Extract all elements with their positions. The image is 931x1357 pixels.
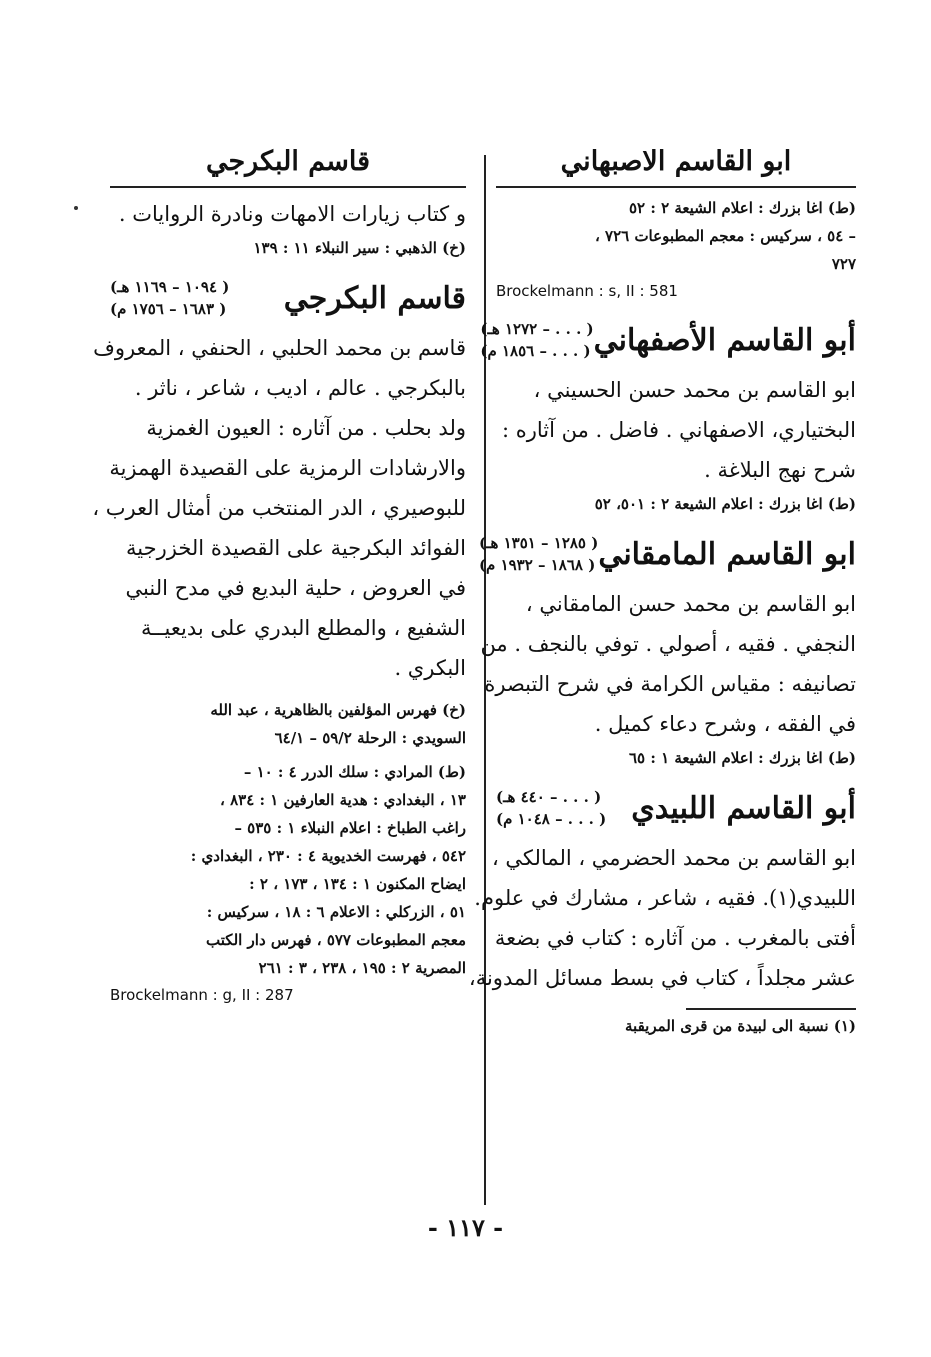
body-line: البكري .: [394, 656, 466, 680]
body-line: في العروض ، حلية البديع في مدح النبي: [125, 576, 466, 600]
reference-line: معجم المطبوعات ٥٧٧ ، فهرس دار الكتب: [206, 931, 466, 949]
reference-line: (ط) اغا بزرك : اعلام الشيعة ١ : ٦٥: [628, 749, 856, 767]
entry-dates: [480, 318, 593, 362]
dates-hijri: ( ١٠٩٤ – ١١٦٩ هـ): [110, 278, 230, 296]
reference-line: ٧٢٧: [831, 255, 856, 273]
body-line: ابو القاسم بن محمد الحضرمي ، المالكي ،: [491, 846, 856, 870]
entry-dates: [110, 276, 229, 320]
entry-name: أبو القاسم اللبيدي: [631, 790, 856, 826]
dates-gregorian: ( ١٨٦٨ – ١٩٣٢ م): [478, 556, 596, 574]
entry-dates: [479, 532, 598, 576]
body-line: البختياري، الاصفهاني . فاضل . من آثاره :: [501, 418, 856, 442]
entry-heading: [478, 532, 856, 576]
entry-name: قاسم البكرجي: [283, 280, 466, 316]
left-column: [92, 140, 466, 1008]
header-rule-left: [110, 186, 466, 188]
dates-gregorian: ( . . . – ١٨٥٦ م): [480, 342, 591, 360]
right-column: [468, 140, 856, 1038]
body-line: شرح نهج البلاغة .: [704, 458, 856, 482]
reference-line: ٥٤٢ ، فهرست الخديوية ٤ : ٢٣٠ ، البغدادي :: [190, 847, 466, 865]
body-line: النجفي . فقيه ، أصولي . توفي بالنجف . من: [480, 632, 856, 656]
body-line: و كتاب زيارات الامهات ونادرة الروايات .: [118, 202, 466, 226]
brockelmann-reference: Brockelmann : s, II : 581: [496, 282, 678, 300]
body-line: عشر مجلداً ، كتاب في بسط مسائل المدونة،: [468, 966, 856, 990]
entry-body: [92, 328, 466, 688]
body-line: ولد بحلب . من آثاره : العيون الغمزية: [146, 416, 466, 440]
reference-line: (ط) المرادي : سلك الدرر ٤ : ١٠ –: [243, 763, 466, 781]
body-line: والارشادات الرمزية على القصيدة الهمزية: [109, 456, 466, 480]
dates-gregorian: ( . . . – ١٠٤٨ م): [496, 810, 607, 828]
reference-line: ايضاح المكنون ١ : ١٣٤ ، ١٧٣ ، ٢ :: [249, 875, 466, 893]
printed-references: [110, 758, 466, 982]
dates-hijri: ( . . . – ٤٤٠ هـ): [496, 788, 602, 806]
entry-body: [468, 838, 856, 998]
running-header-right: ابو القاسم الاصبهاني: [560, 146, 792, 177]
reference-line: (ط) اغا بزرك : اعلام الشيعة ٢ : ٥٠١، ٥٢: [594, 495, 856, 513]
body-line: في الفقه ، وشرح دعاء كميل .: [594, 712, 856, 736]
entry-body: [496, 370, 856, 490]
body-line: ابو القاسم بن محمد حسن الحسيني ،: [533, 378, 856, 402]
reference-line: المصرية ٢ : ١٩٥ ، ٢٣٨ ، ٣ : ٢٦١: [258, 959, 466, 977]
dates-gregorian: ( ١٦٨٣ – ١٧٥٦ م): [110, 300, 227, 318]
dates-hijri: ( ١٢٨٥ – ١٣٥١ هـ): [478, 534, 599, 552]
body-line: الشفيع ، والمطلع البدري على بديعيــة: [140, 616, 466, 640]
body-line: أفتى بالمغرب . من آثاره : كتاب في بضعة: [494, 926, 856, 950]
speck-mark: [74, 206, 78, 210]
header-rule-right: [496, 186, 856, 188]
entry-body: [480, 584, 856, 744]
body-line: بالبكرجي . عالم ، اديب ، شاعر ، ناثر .: [134, 376, 466, 400]
entry-heading: [496, 786, 856, 830]
entry-references: [496, 744, 856, 772]
entry-heading: [480, 318, 856, 362]
continued-text: [110, 194, 466, 234]
reference-line: السويدي : الرحلة ٥٩/٢ – ٦٤/١: [274, 729, 466, 747]
reference-line: (خ) الذهبي : سير النبلاء ١١ : ١٣٩: [253, 239, 466, 257]
entry-name: ابو القاسم المامقاني: [598, 536, 856, 572]
reference-line: (ط) اغا بزرك : اعلام الشيعة ٢ : ٥٢: [628, 199, 856, 217]
body-line: قاسم بن محمد الحلبي ، الحنفي ، المعروف: [93, 336, 466, 360]
dates-hijri: ( . . . – ١٢٧٢ هـ): [480, 320, 594, 338]
body-line: تصانيفه : مقياس الكرامة في شرح التبصرة: [484, 672, 856, 696]
reference-line: راغب الطباخ : اعلام النبلاء ١ : ٥٣٥ –: [234, 819, 466, 837]
entry-heading: [110, 276, 466, 320]
page-number: - ١١٧ -: [427, 1213, 504, 1242]
body-line: الفوائد البكرجية على القصيدة الخزرجية: [126, 536, 466, 560]
body-line: للبوصيري ، الدر المنتخب من أمثال العرب ،: [92, 496, 466, 520]
footnote: (١) نسبة الى لبيدة من قرى المريقبة: [625, 1017, 856, 1035]
entry-references: [496, 490, 856, 518]
reference-line: ٥١ ، الزركلي : الاعلام ٦ : ١٨ ، سركيس :: [206, 903, 466, 921]
brockelmann-reference: Brockelmann : g, II : 287: [110, 986, 294, 1004]
entry-name: أبو القاسم الأصفهاني: [593, 322, 856, 358]
footnote-rule: [686, 1008, 856, 1010]
reference-line: – ٥٤ ، سركيس : معجم المطبوعات ٧٢٦ ،: [594, 227, 856, 245]
reference-line: ١٣ ، البغدادي : هدية العارفين ١ : ٨٣٤ ،: [220, 791, 466, 809]
top-references: [496, 194, 856, 278]
body-line: ابو القاسم بن محمد حسن المامقاني ،: [525, 592, 856, 616]
manuscript-references: [110, 696, 466, 752]
body-line: اللبيدي(١). فقيه ، شاعر ، مشارك في علوم.: [474, 886, 856, 910]
running-header-left: قاسم البكرجي: [205, 146, 370, 177]
entry-dates: [496, 786, 606, 830]
reference-line: (خ) فهرس المؤلفين بالظاهرية ، عبد الله: [210, 701, 466, 719]
top-references: [110, 234, 466, 262]
